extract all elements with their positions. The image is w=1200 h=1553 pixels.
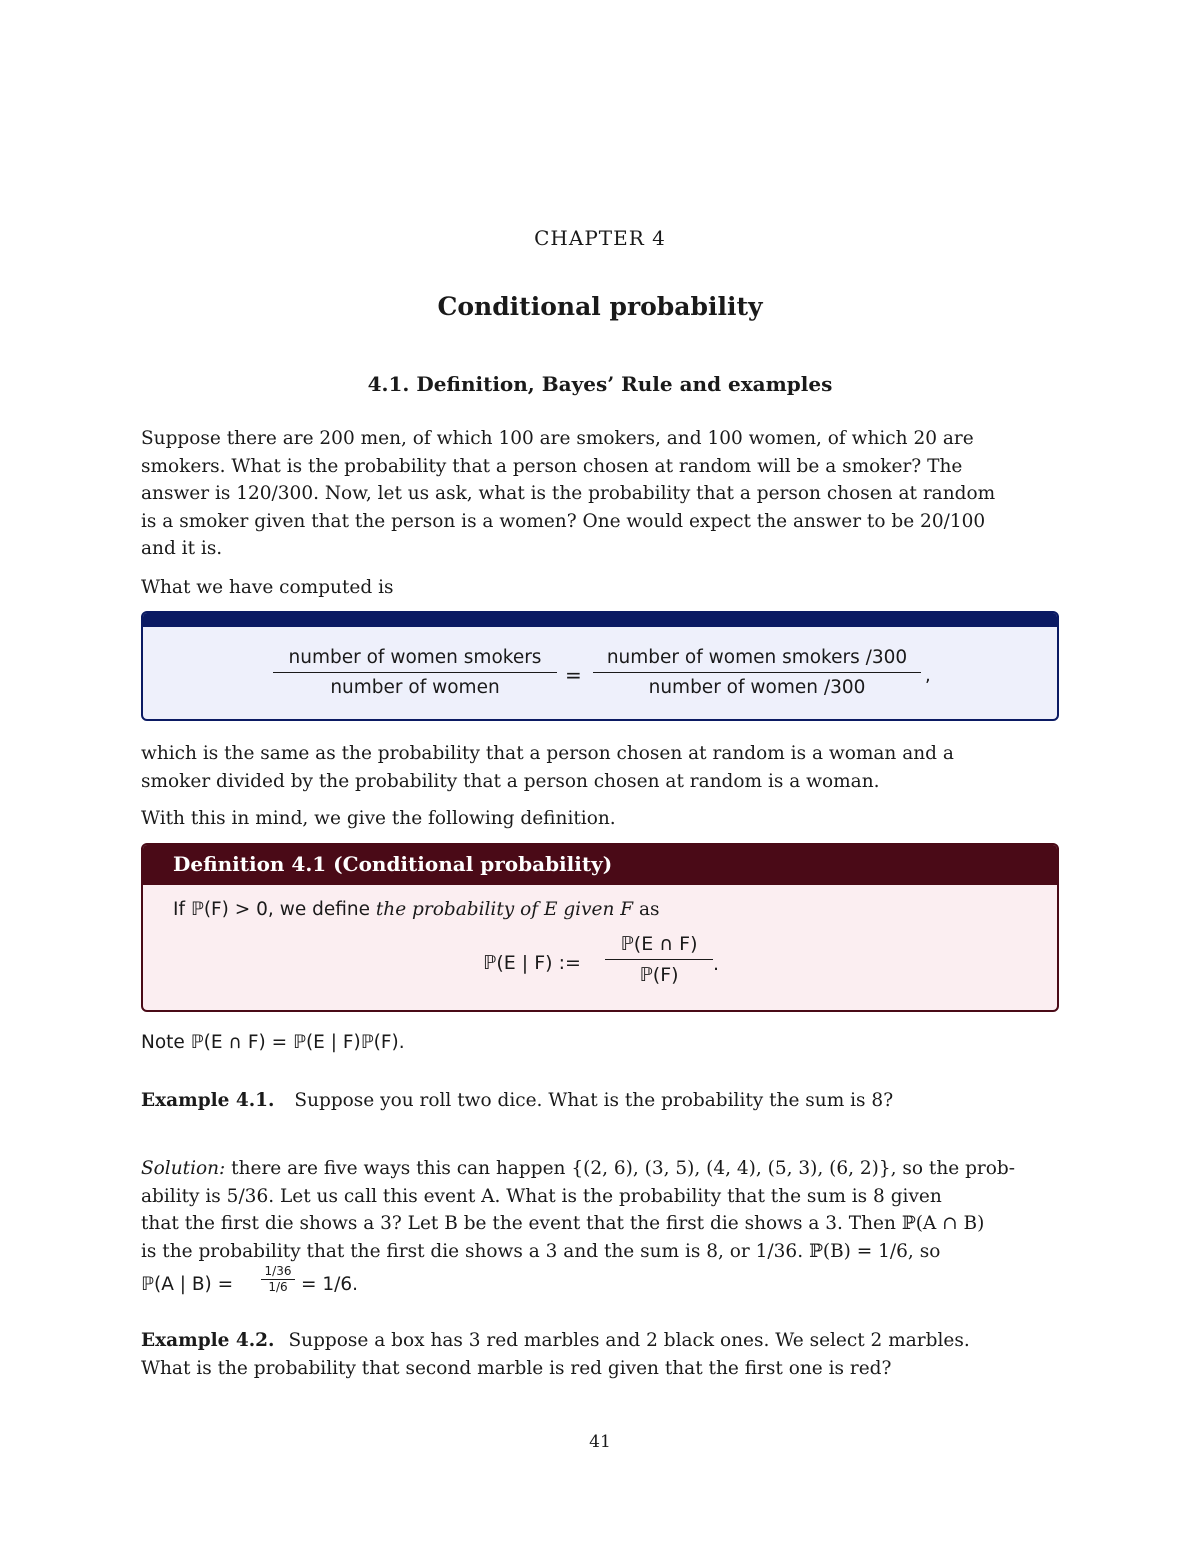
intro-line: is a smoker given that the person is a women? One would expect the answer to be 20/100 [141, 510, 986, 532]
fraction-denominator: number of women [330, 677, 500, 698]
intro-paragraph [141, 425, 1059, 563]
with-this-line: With this in mind, we give the following definition. [141, 808, 616, 829]
solution-line: that the first die shows a 3? Let B be the event that the first die shows a 3. Then ℙ(A ∩ B) [141, 1213, 985, 1234]
equals-sign: = [565, 663, 582, 687]
computation-box [141, 611, 1059, 721]
text-line: smoker divided by the probability that a person chosen at random is a woman. [141, 770, 880, 792]
solution-fraction [261, 1265, 295, 1294]
definition-text-pre: If ℙ(F) > 0, we define [173, 899, 376, 920]
intro-line: smokers. What is the probability that a person chosen at random will be a smoker? The [141, 455, 963, 477]
definition-box [141, 843, 1059, 1012]
example-line: What is the probability that second marble is red given that the first one is red? [141, 1357, 892, 1379]
example-label: Example 4.2. [141, 1330, 275, 1351]
solution-line: ability is 5/36. Let us call this event A. What is the probability that the sum is 8 given [141, 1185, 942, 1207]
intro-line: and it is. [141, 538, 223, 559]
note-line: Note ℙ(E ∩ F) = ℙ(E | F)ℙ(F). [141, 1032, 405, 1053]
solution-formula-lhs: ℙ(A | B) = [141, 1274, 234, 1295]
example-line [141, 1327, 1059, 1355]
computation-box-bar [143, 613, 1057, 627]
fraction-right [593, 647, 921, 698]
example-4-1 [141, 1087, 1059, 1115]
example-question: Suppose you roll two dice. What is the probability the sum is 8? [294, 1090, 894, 1111]
definition-lhs: ℙ(E | F) := [483, 952, 581, 974]
fraction-denominator: ℙ(F) [639, 964, 679, 986]
definition-text-post: as [633, 899, 660, 920]
fraction-denominator: 1/6 [268, 1280, 288, 1294]
solution-line: is the probability that the first die shows a 3 and the sum is 8, or 1/36. ℙ(B) = 1/6, so [141, 1240, 941, 1262]
intro-line: answer is 120/300. Now, let us ask, what is the probability that a person chosen at random [141, 483, 996, 504]
comma: , [925, 665, 931, 686]
definition-term: the probability of E given F [375, 899, 634, 920]
chapter-label: CHAPTER 4 [534, 226, 666, 250]
solution-line [141, 1155, 1059, 1183]
fraction-numerator: number of women smokers /300 [606, 647, 908, 668]
fraction-denominator: number of women /300 [648, 677, 866, 698]
fraction-left [273, 647, 557, 698]
chapter-title: Conditional probability [437, 292, 763, 321]
solution-label: Solution: [141, 1158, 226, 1179]
after-box-paragraph [141, 740, 1059, 795]
computed-intro: What we have computed is [141, 577, 394, 598]
fraction-numerator: number of women smokers [288, 647, 542, 668]
definition-heading: Definition 4.1 (Conditional probability) [143, 845, 1057, 885]
solution-line [141, 1265, 1059, 1299]
text-line: which is the same as the probability that a person chosen at random is a woman and a [141, 743, 954, 764]
section-heading: 4.1. Definition, Bayes’ Rule and examples [367, 372, 833, 396]
fraction-numerator: 1/36 [264, 1264, 292, 1278]
solution-formula-rhs: = 1/6. [301, 1274, 359, 1295]
example-text: Suppose a box has 3 red marbles and 2 black ones. We select 2 marbles. [288, 1330, 970, 1351]
definition-period: . [713, 953, 720, 975]
solution-text: there are five ways this can happen {(2, 6), (3, 5), (4, 4), (5, 3), (6, 2)}, so the prob- [225, 1158, 1015, 1179]
definition-fraction [605, 933, 713, 986]
intro-line: Suppose there are 200 men, of which 100 are smokers, and 100 women, of which 20 are [141, 428, 974, 449]
solution-paragraph [141, 1155, 1059, 1299]
definition-text [173, 899, 660, 920]
example-4-2 [141, 1327, 1059, 1382]
page-number: 41 [589, 1432, 611, 1452]
example-label: Example 4.1. [141, 1090, 275, 1111]
fraction-numerator: ℙ(E ∩ F) [620, 933, 698, 955]
